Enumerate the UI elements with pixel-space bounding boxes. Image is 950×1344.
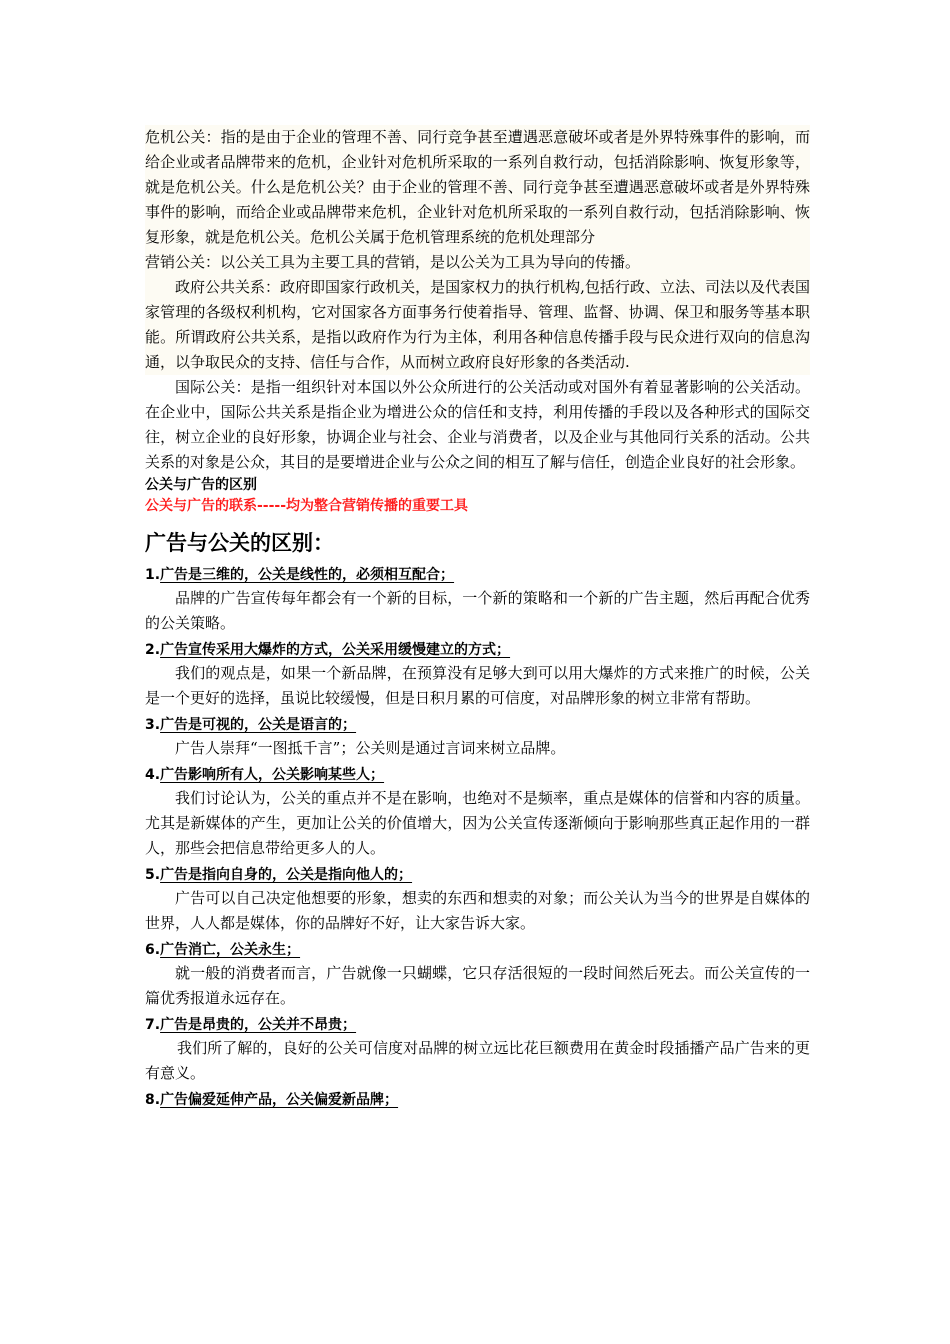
point-item bbox=[145, 765, 810, 861]
point-title: 广告是可视的，公关是语言的； bbox=[160, 717, 357, 733]
point-title: 广告偏爱延伸产品，公关偏爱新品牌； bbox=[160, 1092, 399, 1108]
point-item bbox=[145, 940, 810, 1011]
point-title: 广告是三维的，公关是线性的，必须相互配合； bbox=[160, 567, 455, 583]
point-number: 5. bbox=[145, 867, 161, 883]
point-number: 2. bbox=[145, 642, 161, 658]
point-body: 就一般的消费者而言，广告就像一只蝴蝶，它只存活很短的一段时间然后死去。而公关宣传的一篇优秀报道永远存在。 bbox=[145, 964, 810, 1007]
point-heading bbox=[145, 940, 810, 961]
point-body: 我们的观点是，如果一个新品牌，在预算没有足够大到可以用大爆炸的方式来推广的时候，公关是一个更好的选择，虽说比较缓慢，但是日积月累的可信度，对品牌形象的树立非常有帮助。 bbox=[145, 664, 810, 707]
point-title: 广告是指向自身的，公关是指向他人的； bbox=[160, 867, 413, 883]
heading-difference: 公关与广告的区别 bbox=[145, 477, 257, 493]
marketing-pr-paragraph: 营销公关：以公关工具为主要工具的营销，是以公关为工具为导向的传播。 bbox=[145, 253, 641, 271]
point-heading bbox=[145, 765, 810, 786]
point-body: 我们讨论认为，公关的重点并不是在影响，也绝对不是频率，重点是媒体的信誉和内容的质量。尤其是新媒体的产生，更加让公关的价值增大，因为公关宣传逐渐倾向于影响那些真正起作用的一群人，那些会把信息带给更多人的人。 bbox=[145, 789, 810, 857]
point-number: 7. bbox=[145, 1017, 161, 1033]
point-body: 品牌的广告宣传每年都会有一个新的目标，一个新的策略和一个新的广告主题，然后再配合优秀的公关策略。 bbox=[145, 589, 810, 632]
point-body: 我们所了解的，良好的公关可信度对品牌的树立远比花巨额费用在黄金时段插播产品广告来的更有意义。 bbox=[145, 1039, 810, 1082]
section-title: 广告与公关的区别： bbox=[145, 531, 334, 555]
government-pr-paragraph: 政府公共关系：政府即国家行政机关，是国家权力的执行机构,包括行政、立法、司法以及代表国家管理的各级权利机构，它对国家各方面事务行使着指导、管理、监督、协调、保卫和服务等基本职能。所谓政府公共关系，是指以政府作为行为主体，利用各种信息传播手段与民众进行双向的信息沟通，以争取民众的支持、信任与合作，从而树立政府良好形象的各类活动. bbox=[145, 278, 810, 371]
point-item bbox=[145, 640, 810, 711]
point-heading bbox=[145, 1015, 810, 1036]
document-content bbox=[145, 125, 810, 1111]
point-heading bbox=[145, 640, 810, 661]
heading-connection: 公关与广告的联系-----均为整合营销传播的重要工具 bbox=[145, 498, 469, 514]
international-pr-paragraph: 国际公关：是指一组织针对本国以外公众所进行的公关活动或对国外有着显著影响的公关活动。在企业中，国际公共关系是指企业为增进公众的信任和支持，利用传播的手段以及各种形式的国际交往，树立企业的良好形象，协调企业与社会、企业与消费者，以及企业与其他同行关系的活动。公共关系的对象是公众，其目的是要增进企业与公众之间的相互了解与信任，创造企业良好的社会形象。 bbox=[145, 378, 810, 471]
point-item bbox=[145, 865, 810, 936]
point-heading bbox=[145, 565, 810, 586]
point-heading bbox=[145, 715, 810, 736]
point-heading bbox=[145, 865, 810, 886]
point-title: 广告消亡，公关永生； bbox=[160, 942, 301, 958]
point-number: 6. bbox=[145, 942, 161, 958]
point-number: 4. bbox=[145, 767, 161, 783]
crisis-pr-paragraph: 危机公关：指的是由于企业的管理不善、同行竞争甚至遭遇恶意破坏或者是外界特殊事件的影响，而给企业或者品牌带来的危机，企业针对危机所采取的一系列自救行动，包括消除影响、恢复形象等，就是危机公关。什么是危机公关？由于企业的管理不善、同行竞争甚至遭遇恶意破坏或者是外界特殊事件的影响，而给企业或品牌带来危机，企业针对危机所采取的一系列自救行动，包括消除影响、恢复形象，就是危机公关。危机公关属于危机管理系统的危机处理部分 bbox=[145, 128, 810, 246]
point-title: 广告影响所有人，公关影响某些人； bbox=[160, 767, 385, 783]
point-number: 3. bbox=[145, 717, 161, 733]
point-item bbox=[145, 1015, 810, 1086]
point-body: 广告人崇拜“一图抵千言”；公关则是通过言词来树立品牌。 bbox=[175, 739, 566, 757]
point-number: 8. bbox=[145, 1092, 161, 1108]
point-item bbox=[145, 715, 810, 761]
point-title: 广告是昂贵的，公关并不昂贵； bbox=[160, 1017, 357, 1033]
point-item bbox=[145, 565, 810, 636]
shaded-block bbox=[145, 125, 810, 375]
point-body: 广告可以自己决定他想要的形象，想卖的东西和想卖的对象；而公关认为当今的世界是自媒体的世界，人人都是媒体，你的品牌好不好，让大家告诉大家。 bbox=[145, 889, 810, 932]
point-number: 1. bbox=[145, 567, 161, 583]
points-list bbox=[145, 565, 810, 1111]
point-heading bbox=[145, 1090, 810, 1111]
point-item bbox=[145, 1090, 810, 1111]
point-title: 广告宣传采用大爆炸的方式，公关采用缓慢建立的方式； bbox=[160, 642, 511, 658]
